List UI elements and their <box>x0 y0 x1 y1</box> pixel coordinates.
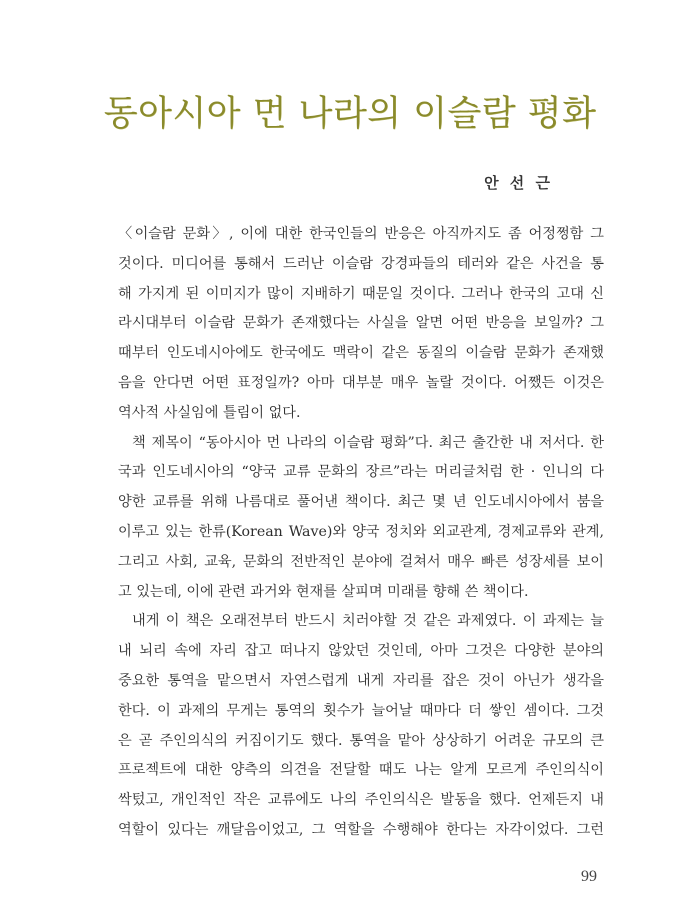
body-line: 양한 교류를 위해 나름대로 풀어낸 책이다. 최근 몇 년 인도네시아에서 붐을 <box>118 494 604 511</box>
body-line: 내 뇌리 속에 자리 잡고 떠나지 않았던 것인데, 아마 그것은 다양한 분야의 <box>118 643 604 660</box>
body-line: 역할이 있다는 깨달음이었고, 그 역할을 수행해야 한다는 자각이었다. 그런 <box>118 821 604 838</box>
author-name: 안 선 근 <box>484 174 553 192</box>
body-line: 음을 안다면 어떤 표정일까? 아마 대부분 매우 놀랄 것이다. 어쨌든 이것은 <box>118 374 604 391</box>
body-line: 때부터 인도네시아에도 한국에도 맥락이 같은 동질의 이슬람 문화가 존재했 <box>118 345 604 362</box>
page-number: 99 <box>581 868 597 885</box>
body-line: 국과 인도네시아의 “양국 교류 문화의 장르”라는 머리글처럼 한 · 인니의 다 <box>118 464 604 481</box>
body-line: 은 곧 주인의식의 커짐이기도 했다. 통역을 맡아 상상하기 어려운 규모의 큰 <box>118 732 604 749</box>
body-line: 라시대부터 이슬람 문화가 존재했다는 사실을 알면 어떤 반응을 보일까? 그 <box>118 315 604 332</box>
article-title: 동아시아 먼 나라의 이슬람 평화 <box>103 94 597 134</box>
body-line: 프로젝트에 대한 양측의 의견을 전달할 때도 나는 알게 모르게 주인의식이 <box>118 762 604 779</box>
body-line: 해 가지게 된 이미지가 많이 지배하기 때문일 것이다. 그러나 한국의 고대 신 <box>118 285 604 302</box>
body-line: 그리고 사회, 교육, 문화의 전반적인 분야에 걸쳐서 매우 빠른 성장세를 보이 <box>118 553 604 570</box>
body-line: 역사적 사실임에 틀림이 없다. <box>118 404 301 421</box>
body-line: 내게 이 책은 오래전부터 반드시 치러야할 것 같은 과제였다. 이 과제는 늘 <box>132 613 604 630</box>
body-line: 한다. 이 과제의 무게는 통역의 횟수가 늘어날 때마다 더 쌓인 셈이다. 그것 <box>118 702 604 719</box>
article-body <box>118 220 604 846</box>
body-line: 싹텄고, 개인적인 작은 교류에도 나의 주인의식은 발동을 했다. 언제든지 내 <box>118 792 604 809</box>
body-line: 〈이슬람 문화〉, 이에 대한 한국인들의 반응은 아직까지도 좀 어정쩡함 그 <box>118 226 604 242</box>
body-line: 것이다. 미디어를 통해서 드러난 이슬람 강경파들의 테러와 같은 사건을 통 <box>118 255 604 272</box>
body-line: 고 있는데, 이에 관련 과거와 현재를 살피며 미래를 향해 쓴 책이다. <box>118 583 529 600</box>
body-line: 책 제목이 “동아시아 먼 나라의 이슬람 평화”다. 최근 출간한 내 저서다. 한 <box>132 434 604 451</box>
body-line: 중요한 통역을 맡으면서 자연스럽게 내게 자리를 잡은 것이 아닌가 생각을 <box>118 672 604 689</box>
body-line: 이루고 있는 한류(Korean Wave)와 양국 정치와 외교관계, 경제교류와 관계, <box>118 523 604 540</box>
